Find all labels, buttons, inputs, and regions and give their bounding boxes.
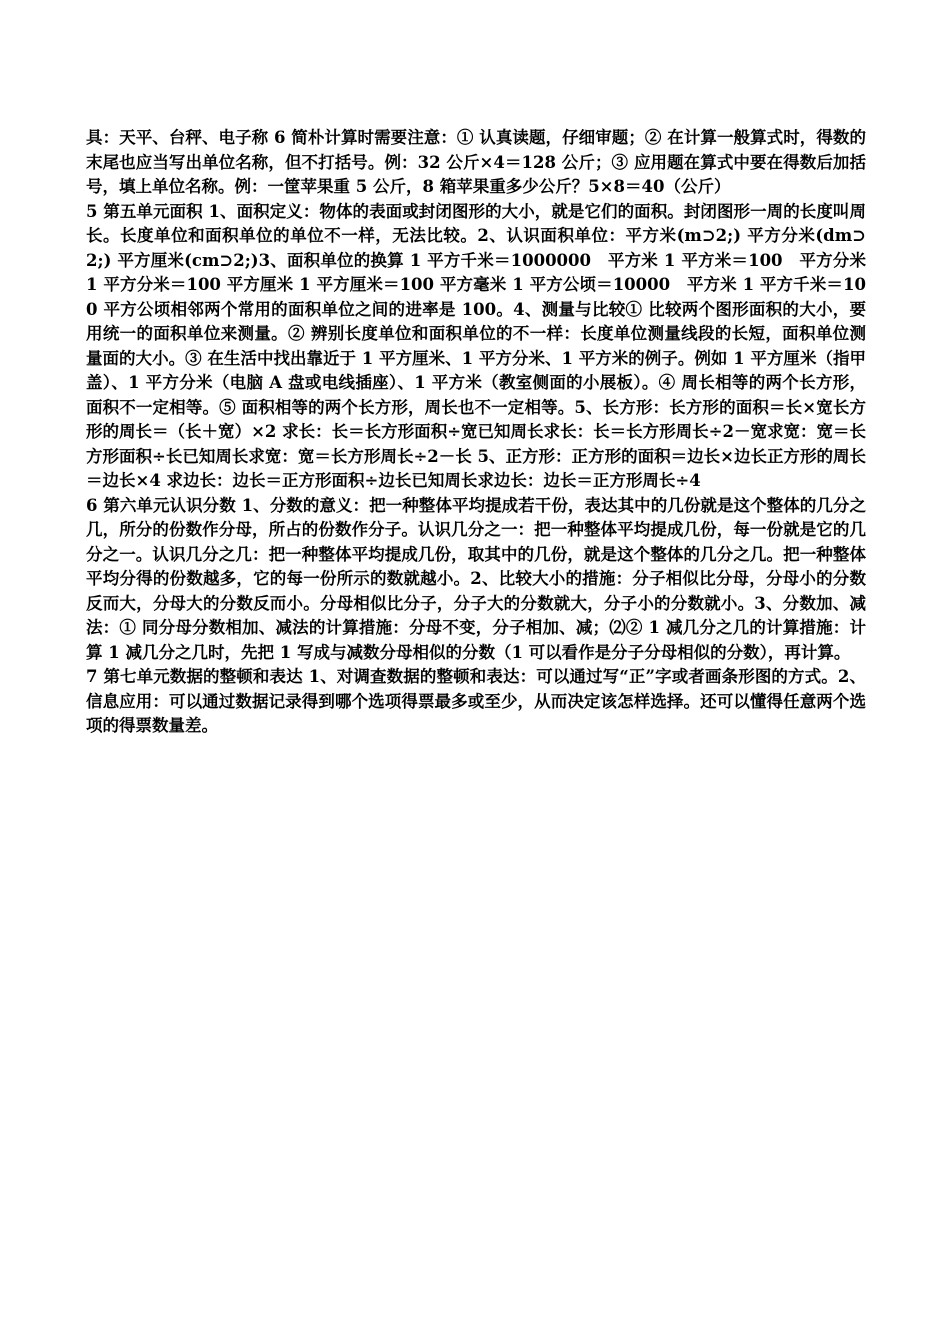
paragraph-unit-7-data: 7 第七单元数据的整顿和表达 1、对调查数据的整顿和表达：可以通过写“正”字或者画条形图的方式。2、信息应用：可以通过数据记录得到哪个选项得票最多或至少，从而决定该怎样选择。还可以懂得任意两个选项的得票数量差。 (86, 667, 866, 735)
paragraph-units-intro: 具：天平、台秤、电子称 6 简朴计算时需要注意：① 认真读题，仔细审题；② 在计算一般算式时，得数的末尾也应当写出单位名称，但不打括号。例：32 公斤×4＝128 公斤；③ 应用题在算式中要在得数后加括号，填上单位名称。例：一筐苹果重 5 公斤，8 箱苹果重多少公斤？5×8＝40（公斤） (86, 128, 866, 196)
paragraph-unit-5-area: 5 第五单元面积 1、面积定义：物体的表面或封闭图形的大小，就是它们的面积。封闭图形一周的长度叫周长。长度单位和面积单位的单位不一样，无法比较。2、认识面积单位：平方米(m⊃2;) 平方分米(dm⊃2;) 平方厘米(cm⊃2;)3、面积单位的换算 1 平方千米＝1000000 平方米 1 平方米＝100 平方分米 1 平方分米＝100 平方厘米 1 平方厘米＝100 平方毫米 1 平方公顷＝10000 平方米 1 平方千米＝100 平方公顷相邻两个常用的面积单位之间的进率是 100。4、测量与比较① 比较两个图形面积的大小，要用统一的面积单位来测量。② 辨别长度单位和面积单位的不一样：长度单位测量线段的长短，面积单位测量面的大小。③ 在生活中找出靠近于 1 平方厘米、1 平方分米、1 平方米的例子。例如 1 平方厘米（指甲盖）、1 平方分米（电脑 A 盘或电线插座）、1 平方米（教室侧面的小展板）。④ 周长相等的两个长方形，面积不一定相等。⑤ 面积相等的两个长方形，周长也不一定相等。5、长方形：长方形的面积＝长×宽长方形的周长＝（长＋宽）×2 求长：长＝长方形面积÷宽已知周长求长：长＝长方形周长÷2－宽求宽：宽＝长方形面积÷长已知周长求宽：宽＝长方形周长÷2－长 5、正方形：正方形的面积＝边长×边长正方形的周长＝边长×4 求边长：边长＝正方形面积÷边长已知周长求边长：边长＝正方形周长÷4 (86, 201, 866, 490)
document-body (86, 126, 866, 739)
paragraph-unit-6-fractions: 6 第六单元认识分数 1、分数的意义：把一种整体平均提成若干份，表达其中的几份就是这个整体的几分之几，所分的份数作分母，所占的份数作分子。认识几分之一：把一种整体平均提成几份，每一份就是它的几分之一。认识几分之几：把一种整体平均提成几份，取其中的几份，就是这个整体的几分之几。把一种整体平均分得的份数越多，它的每一份所示的数就越小。2、比较大小的措施：分子相似比分母，分母小的分数反而大，分母大的分数反而小。分母相似比分子，分子大的分数就大，分子小的分数就小。3、分数加、减法：① 同分母分数相加、减法的计算措施：分母不变，分子相加、减；⑵② 1 减几分之几的计算措施：计算 1 减几分之几时，先把 1 写成与减数分母相似的分数（1 可以看作是分子分母相似的分数），再计算。 (86, 495, 866, 662)
